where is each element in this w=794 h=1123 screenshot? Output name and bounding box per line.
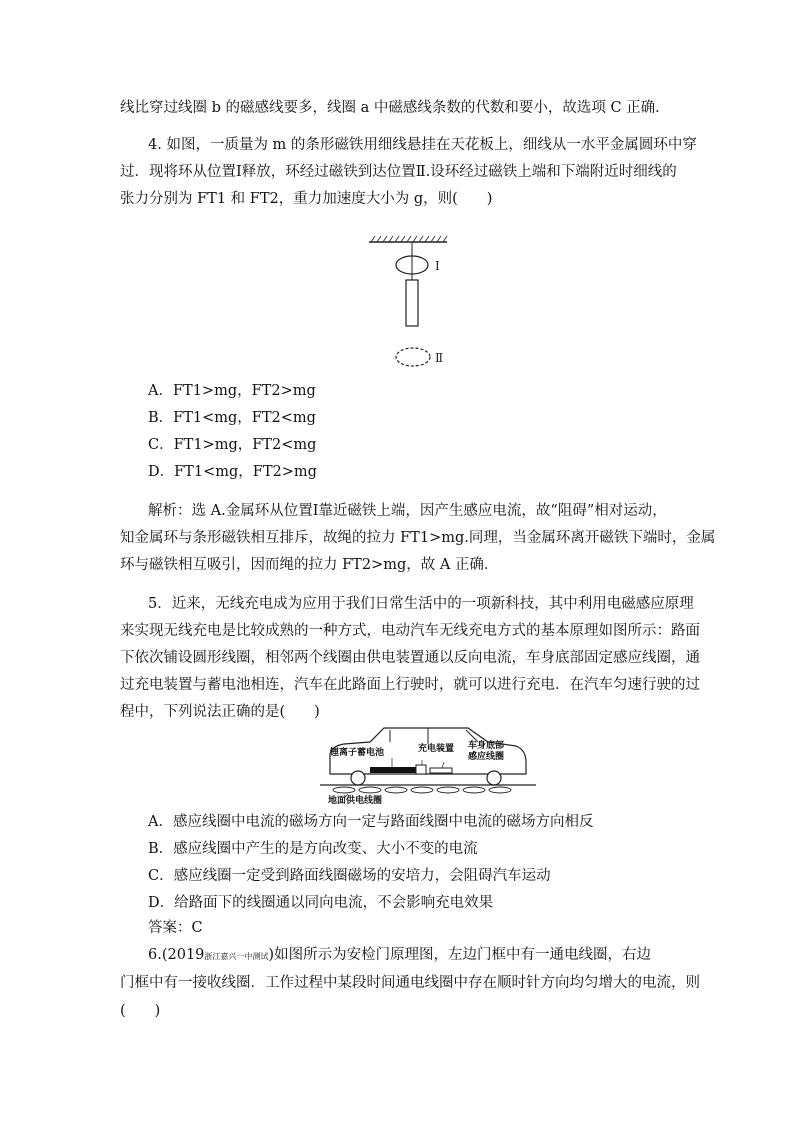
label-battery: 锂离子蓄电池: [330, 748, 385, 758]
q6-prefix: 6.(2019: [148, 947, 205, 963]
q4-option-d: D．FT1<mg，FT2>mg: [148, 464, 317, 480]
label-coil-top: 车身底部: [468, 741, 505, 751]
q6-line1-rest: )如图所示为安检门原理图，左边门框中有一通电线圈，右边: [268, 947, 652, 963]
car-charging-figure: [318, 722, 538, 806]
q4-option-b: B．FT1<mg，FT2<mg: [148, 410, 316, 426]
q5-answer: 答案：C: [148, 920, 203, 936]
front-wheel: [351, 771, 365, 785]
q6-stem-line3: ( ): [120, 1003, 161, 1019]
q4-stem-line2: 过．现将环从位置Ⅰ释放，环经过磁铁到达位置Ⅱ.设环经过磁铁上端和下端附近时细线的: [120, 164, 677, 180]
q5-option-c: C．感应线圈一定受到路面线圈磁场的安培力，会阻碍汽车运动: [148, 868, 551, 884]
q5-stem-line2: 来实现无线充电是比较成熟的一种方式，电动汽车无线充电方式的基本原理如图所示：路面: [120, 623, 700, 639]
battery-block: [370, 767, 416, 773]
q5-option-d: D．给路面下的线圈通以同向电流，不会影响充电效果: [148, 895, 494, 911]
q6-stem-line1: [148, 945, 651, 967]
ceiling: [369, 236, 447, 242]
q5-option-a: A．感应线圈中电流的磁场方向一定与路面线圈中电流的磁场方向相反: [148, 814, 594, 830]
q4-stem-line3: 张力分别为 FT1 和 FT2，重力加速度大小为 g，则( ): [120, 191, 493, 207]
q4-stem-line1: 4. 如图，一质量为 m 的条形磁铁用细线悬挂在天花板上，细线从一水平金属圆环中穿: [148, 137, 697, 153]
q6-source: 浙江嘉兴一中测试: [204, 952, 269, 961]
intro-text: 线比穿过线圈 b 的磁感线要多，线圈 a 中磁感线条数的代数和要小，故选项 C 正确．: [120, 100, 670, 116]
label-charger: 充电装置: [418, 744, 455, 754]
q5-stem-line5: 程中，下列说法正确的是( ): [120, 704, 320, 720]
label-position-2: Ⅱ: [435, 351, 444, 365]
ground-coils: [333, 787, 511, 793]
q4-analysis-line2: 知金属环与条形磁铁相互排斥，故绳的拉力 FT1>mg.同理，当金属环离开磁铁下端时，金属: [120, 530, 716, 546]
q5-stem-line3: 下依次铺设圆形线圈，相邻两个线圈由供电装置通以反向电流，车身底部固定感应线圈，通: [120, 650, 700, 666]
q4-analysis-line1: 解析：选 A.金属环从位置Ⅰ靠近磁铁上端，因产生感应电流，故“阻碍”相对运动，: [148, 503, 667, 519]
rear-wheel: [487, 771, 501, 785]
q4-option-a: A．FT1>mg，FT2>mg: [148, 383, 316, 399]
induction-coil: [430, 768, 452, 773]
charger-block: [416, 765, 426, 774]
label-ground-coil: 地面供电线圈: [328, 796, 383, 806]
q5-option-b: B．感应线圈中产生的是方向改变、大小不变的电流: [148, 841, 478, 857]
q4-option-c: C．FT1>mg，FT2<mg: [148, 437, 317, 453]
ring-position-2: [396, 348, 430, 366]
bar-magnet: [406, 280, 418, 326]
q4-analysis-line3: 环与磁铁相互吸引，因而绳的拉力 FT2>mg，故 A 正确．: [120, 557, 499, 573]
magnet-ring-figure: [365, 232, 475, 372]
q6-stem-line2: 门框中有一接收线圈．工作过程中某段时间通电线圈中存在顺时针方向均匀增大的电流，则: [120, 975, 700, 991]
q5-stem-line4: 过充电装置与蓄电池相连，汽车在此路面上行驶时，就可以进行充电．在汽车匀速行驶的过: [120, 677, 700, 693]
label-coil-bottom: 感应线圈: [468, 752, 505, 762]
label-position-1: Ⅰ: [435, 259, 440, 273]
q5-stem-line1: 5．近来，无线充电成为应用于我们日常生活中的一项新科技，其中利用电磁感应原理: [148, 596, 694, 612]
